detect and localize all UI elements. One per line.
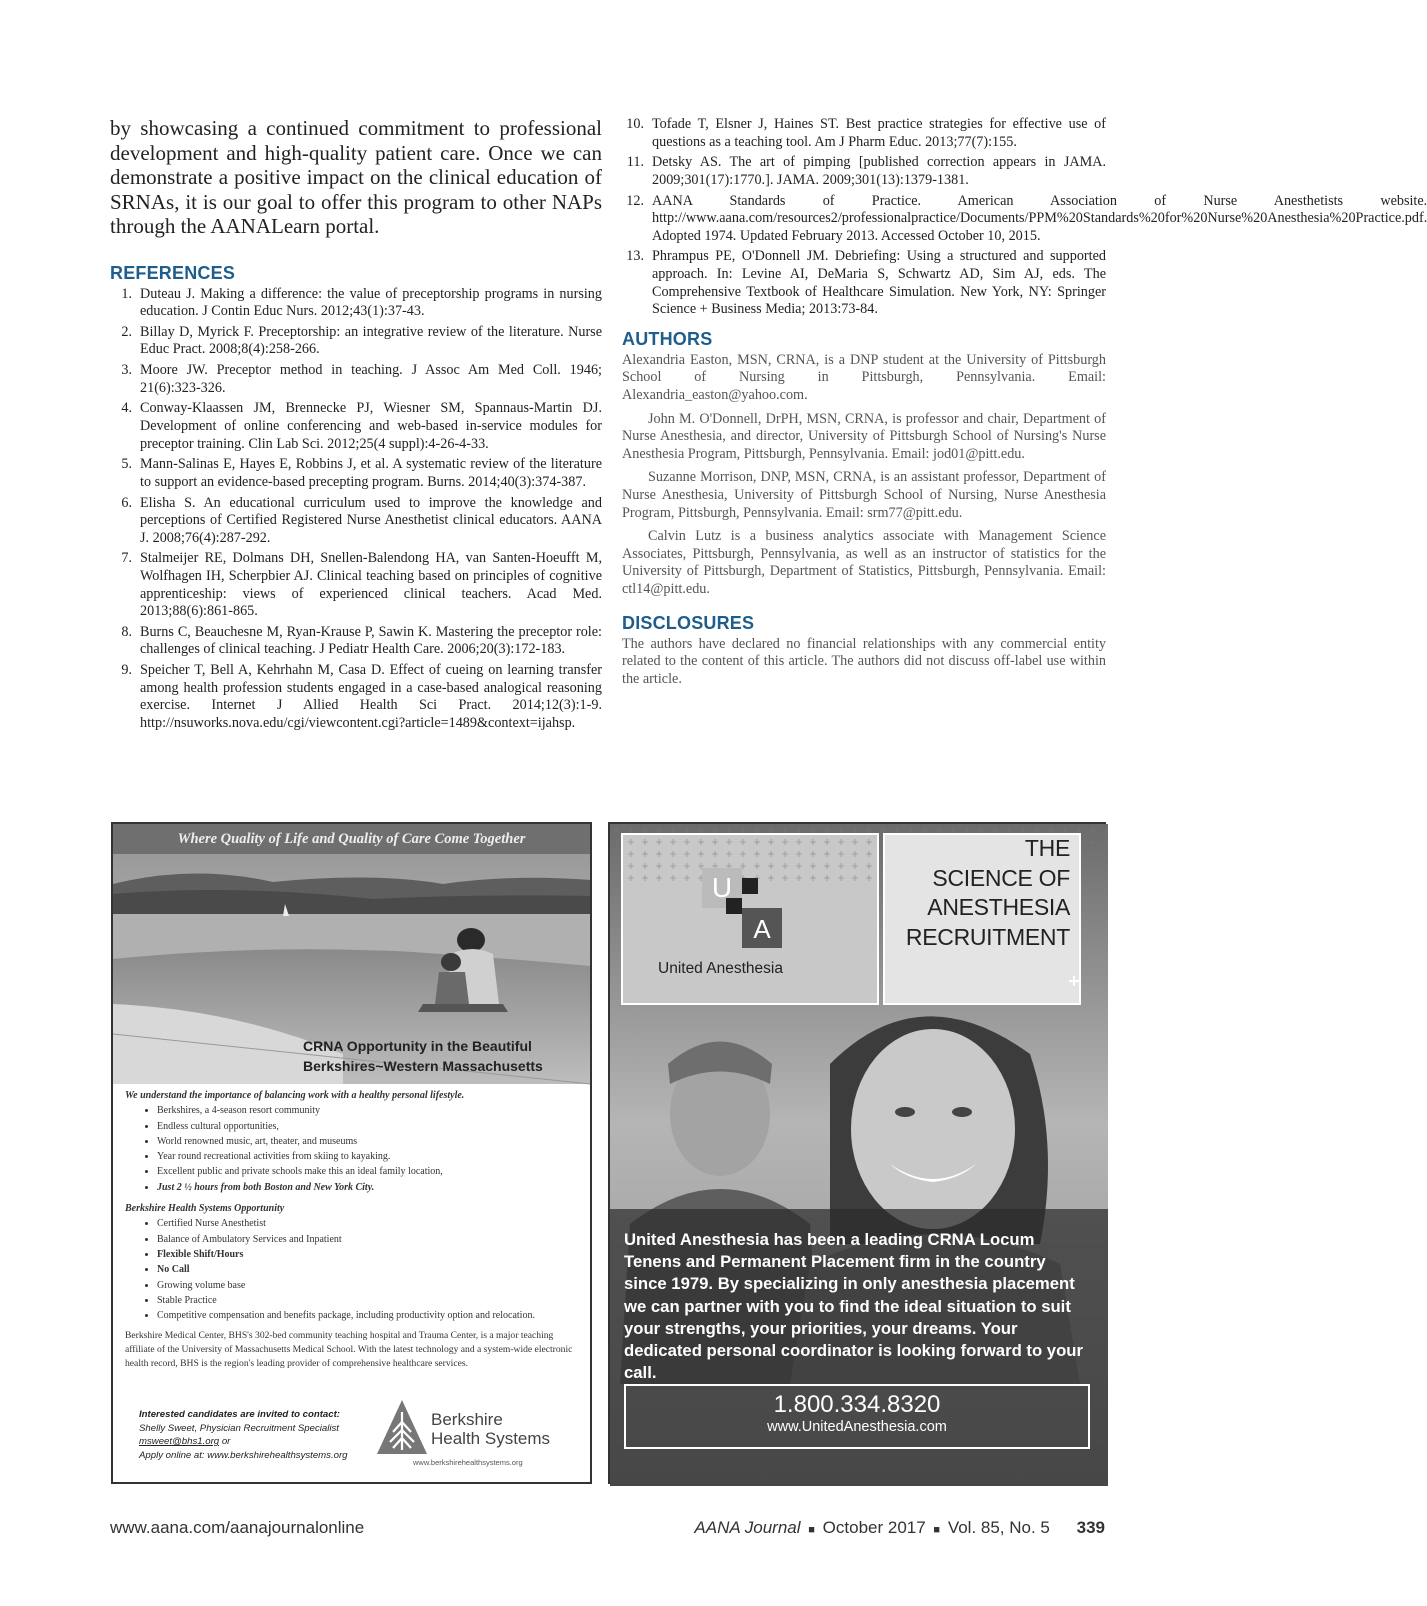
reference-item [622, 154, 1106, 189]
reference-text: Moore JW. Preceptor method in teaching. J Assoc Am Med Coll. 1946; 21(6):323-326. [140, 362, 602, 396]
reference-text: Stalmeijer RE, Dolmans DH, Snellen-Balendong HA, van Santen-Hoeufft M, Wolfhagen IH, Scherpbier AJ. Clinical teaching based on principles of cognitive apprenticeship: views of experienced clinical teachers. Acad Med. 2013;88(6):861-865. [140, 550, 602, 620]
ad-title [303, 1036, 543, 1076]
contact-email-link[interactable]: msweet@bhs1.org [139, 1436, 220, 1447]
ua-contact-box [624, 1384, 1090, 1449]
disclosures-text: The authors have declared no financial relationships with any commercial entity related to the content of this article. The authors did not discuss off-label use within the article. [622, 635, 1106, 687]
ua-phone: 1.800.334.8320 [773, 1391, 941, 1418]
reference-text: AANA Standards of Practice. American Association of Nurse Anesthetists website. http://www.aana.com/resources2/professionalpractice/Documents/PPM%20Standards%20for%20Nurse%20Anesthesia%20Practice.pdf. Adopted 1974. Updated February 2013. Accessed October 10, 2015. [652, 192, 1427, 244]
reference-number: 11. [626, 154, 644, 171]
contact-heading: Interested candidates are invited to contact: [139, 1409, 340, 1420]
reference-text: Speicher T, Bell A, Kehrhahn M, Casa D. Effect of cueing on learning transfer among health profession students engaged in a case-based analogical reasoning exercise. Internet J Allied Health Sci Pract. 2014;12(3):1-9. http://nsuworks.nova.edu/cgi/viewcontent.cgi?article=1489&context=ijahsp. [140, 662, 602, 731]
ad-banner: Where Quality of Life and Quality of Care Come Together [113, 824, 590, 854]
reference-number: 10. [626, 116, 644, 132]
ua-website: www.UnitedAnesthesia.com [767, 1419, 947, 1435]
reference-item [110, 362, 602, 397]
reference-item [110, 624, 602, 659]
ad-list-item: • Year round recreational activities from skiing to kayaking. [157, 1149, 580, 1164]
issue-date: October 2017 [822, 1518, 926, 1537]
tree-logo-icon [375, 1398, 429, 1458]
separator-icon: ■ [808, 1524, 815, 1536]
reference-text: Phrampus PE, O'Donnell JM. Debriefing: Using a structured and supported approach. In: Levine AI, DeMaria S, Schwartz AD, Sim AJ, eds. The Comprehensive Textbook of Healthcare Simulation. New York, NY: Springer Science + Business Media; 2013:73-84. [652, 248, 1106, 318]
disclosures-heading: DISCLOSURES [622, 612, 755, 633]
references-list [110, 286, 602, 733]
reference-text: Duteau J. Making a difference: the value of preceptorship programs in nursing education. J Contin Educ Nurs. 2012;43(1):37-43. [140, 285, 602, 320]
logo-line-1: Berkshire [431, 1410, 503, 1429]
ad-title-line-1: CRNA Opportunity in the Beautiful [303, 1038, 532, 1054]
references-heading: REFERENCES [110, 262, 236, 283]
contact-name: Shelly Sweet, Physician Recruitment Specialist [139, 1422, 339, 1434]
logo-url: www.berkshirehealthsystems.org [413, 1458, 523, 1467]
ua-headline [890, 834, 1070, 952]
footer-citation [694, 1518, 1105, 1538]
reference-number: 4. [121, 400, 132, 417]
reference-item [622, 248, 1106, 318]
reference-text: Burns C, Beauchesne M, Ryan-Krause P, Sawin K. Mastering the preceptor role: challenges of clinical teaching. J Pediatr Health Care. 2006;20(3):172-183. [140, 623, 602, 658]
opportunity-list [125, 1216, 580, 1323]
berkshire-logo [375, 1398, 575, 1468]
intro-paragraph: by showcasing a continued commitment to professional development and high-quality patient care. Once we can demonstrate a positive impact on the clinical education of SRNAs, it is our goal to offer this program to other NAPs through the AANALearn portal. [110, 116, 602, 238]
reference-item [110, 400, 602, 453]
author-bio: Suzanne Morrison, DNP, MSN, CRNA, is an assistant professor, Department of Nurse Anesthesia, University of Pittsburgh School of Nursing, Nurse Anesthesia Program, Pittsburgh, Pennsylvania. Email: srm77@pitt.edu. [622, 469, 1106, 521]
reference-number: 12. [626, 192, 644, 209]
apply-online: Apply online at: www.berkshirehealthsystems.org [139, 1449, 348, 1461]
authors-section [622, 352, 1106, 599]
ad-list-item: • Certified Nurse Anesthetist [157, 1216, 580, 1231]
berkshire-advertisement [111, 822, 592, 1484]
page-number: 339 [1076, 1518, 1105, 1537]
reference-number: 2. [121, 323, 132, 340]
headline-line-1: THE [1024, 835, 1070, 861]
reference-item [622, 192, 1427, 246]
ad-body [125, 1088, 580, 1371]
ua-body-text: United Anesthesia has been a leading CRNA Locum Tenens and Permanent Placement firm in the country since 1979. By specializing in only anesthesia placement we can partner with you to find the ideal situation to suit your strengths, your priorities, your dreams. Your dedicated personal coordinator is looking forward to your call. [624, 1230, 1083, 1383]
author-bio: Calvin Lutz is a business analytics associate with Management Science Associates, Pittsburgh, Pennsylvania, as well as an instructor of statistics for the University of Pittsburgh, Department of Statistics, Pittsburgh, Pennsylvania. Email: ctl14@pitt.edu. [622, 528, 1106, 597]
ad-list-item: • No Call [157, 1262, 580, 1277]
united-anesthesia-advertisement [608, 822, 1106, 1484]
reference-number: 8. [121, 623, 132, 640]
references-list-continued [622, 116, 1427, 319]
reference-number: 9. [121, 662, 132, 679]
reference-number: 1. [121, 285, 132, 302]
reference-item [110, 662, 602, 732]
lifestyle-list [125, 1103, 580, 1195]
author-bio: John M. O'Donnell, DrPH, MSN, CRNA, is professor and chair, Department of Nurse Anesthesia, and director, University of Pittsburgh School of Nursing's Nurse Anesthesia Program, Pittsburgh, Pennsylvania. Email: jod01@pitt.edu. [622, 410, 1106, 462]
reference-number: 13. [626, 248, 644, 265]
left-column [110, 116, 602, 736]
ad-list-item: • Just 2 ½ hours from both Boston and New York City. [157, 1180, 580, 1195]
logo-name [431, 1410, 550, 1448]
authors-heading: AUTHORS [622, 328, 713, 349]
opportunity-heading: Berkshire Health Systems Opportunity [125, 1203, 285, 1215]
reference-item [110, 550, 602, 620]
journal-name: AANA Journal [694, 1518, 801, 1537]
logo-line-2: Health Systems [431, 1429, 551, 1448]
ad-list-item: • Endless cultural opportunities, [157, 1119, 580, 1134]
reference-text: Conway-Klaassen JM, Brennecke PJ, Wiesner SM, Spannaus-Martin DJ. Development of online conferencing and web-based in-service modules for preceptor training. Clin Lab Sci. 2012;25(4 suppl):4-26-4-33. [140, 400, 602, 452]
reference-text: Detsky AS. The art of pimping [published correction appears in JAMA. 2009;301(17):1770.]. JAMA. 2009;301(13):1379-1381. [652, 154, 1106, 188]
right-column [622, 116, 1427, 694]
ua-logo-a: A [753, 914, 771, 944]
reference-text: Tofade T, Elsner J, Haines ST. Best practice strategies for effective use of questions as a teaching tool. Am J Pharm Educ. 2013;77(7):155. [652, 116, 1106, 150]
reference-text: Billay D, Myrick F. Preceptorship: an integrative review of the literature. Nurse Educ Pract. 2008;8(4):258-266. [140, 323, 602, 358]
reference-number: 5. [121, 456, 132, 473]
headline-line-3: ANESTHESIA [927, 894, 1070, 920]
ad-list-item: • Stable Practice [157, 1293, 580, 1308]
reference-text: Mann-Salinas E, Hayes E, Robbins J, et al. A systematic review of the literature to support an evidence-based precepting program. Burns. 2014;40(3):374-387. [140, 456, 602, 490]
ad-list-item: • World renowned music, art, theater, and museums [157, 1134, 580, 1149]
author-bio: Alexandria Easton, MSN, CRNA, is a DNP student at the University of Pittsburgh School of Nursing in Pittsburgh, Pennsylvania. Email: Alexandria_easton@yahoo.com. [622, 351, 1106, 403]
reference-number: 7. [121, 550, 132, 567]
ad-list-item: • Competitive compensation and benefits package, including productivity option and relocation. [157, 1308, 580, 1323]
reference-text: Elisha S. An educational curriculum used to improve the knowledge and perceptions of Certified Registered Nurse Anesthetist clinical educators. AANA J. 2008;76(4):287-292. [140, 494, 602, 546]
contact-or: or [221, 1436, 231, 1447]
ad-list-item: • Balance of Ambulatory Services and Inpatient [157, 1232, 580, 1247]
ad-list-item: • Growing volume base [157, 1278, 580, 1293]
ad-list-item: • Excellent public and private schools make this an ideal family location, [157, 1164, 580, 1179]
separator-icon: ■ [933, 1524, 941, 1536]
ad-tagline: We understand the importance of balancing work with a healthy personal lifestyle. [125, 1090, 465, 1101]
reference-item [110, 324, 602, 359]
reference-item [110, 495, 602, 548]
reference-item [622, 116, 1106, 151]
ua-brand-name: United Anesthesia [658, 960, 783, 977]
reference-number: 6. [121, 494, 132, 511]
headline-line-4: RECRUITMENT [905, 923, 1070, 950]
hospital-description: Berkshire Medical Center, BHS's 302-bed community teaching hospital and Trauma Center, is a major teaching affiliate of the University of Massachusetts Medical School. With the latest technology and a system-wide electronic health record, BHS is the region's leading provider of comprehensive healthcare services. [125, 1330, 573, 1370]
ad-list-item: • Berkshires, a 4-season resort community [157, 1103, 580, 1118]
footer-url: www.aana.com/aanajournalonline [110, 1518, 365, 1537]
contact-block [139, 1408, 379, 1462]
volume-number: Vol. 85, No. 5 [947, 1518, 1050, 1537]
contact-line [139, 1435, 379, 1449]
headline-line-2: SCIENCE OF [932, 864, 1070, 891]
ad-title-line-2: Berkshires~Western Massachusetts [303, 1058, 543, 1074]
ad-list-item: • Flexible Shift/Hours [157, 1247, 580, 1262]
reference-number: 3. [121, 362, 132, 379]
ua-logo-u: U [711, 872, 733, 903]
reference-item [110, 286, 602, 321]
reference-item [110, 456, 602, 491]
